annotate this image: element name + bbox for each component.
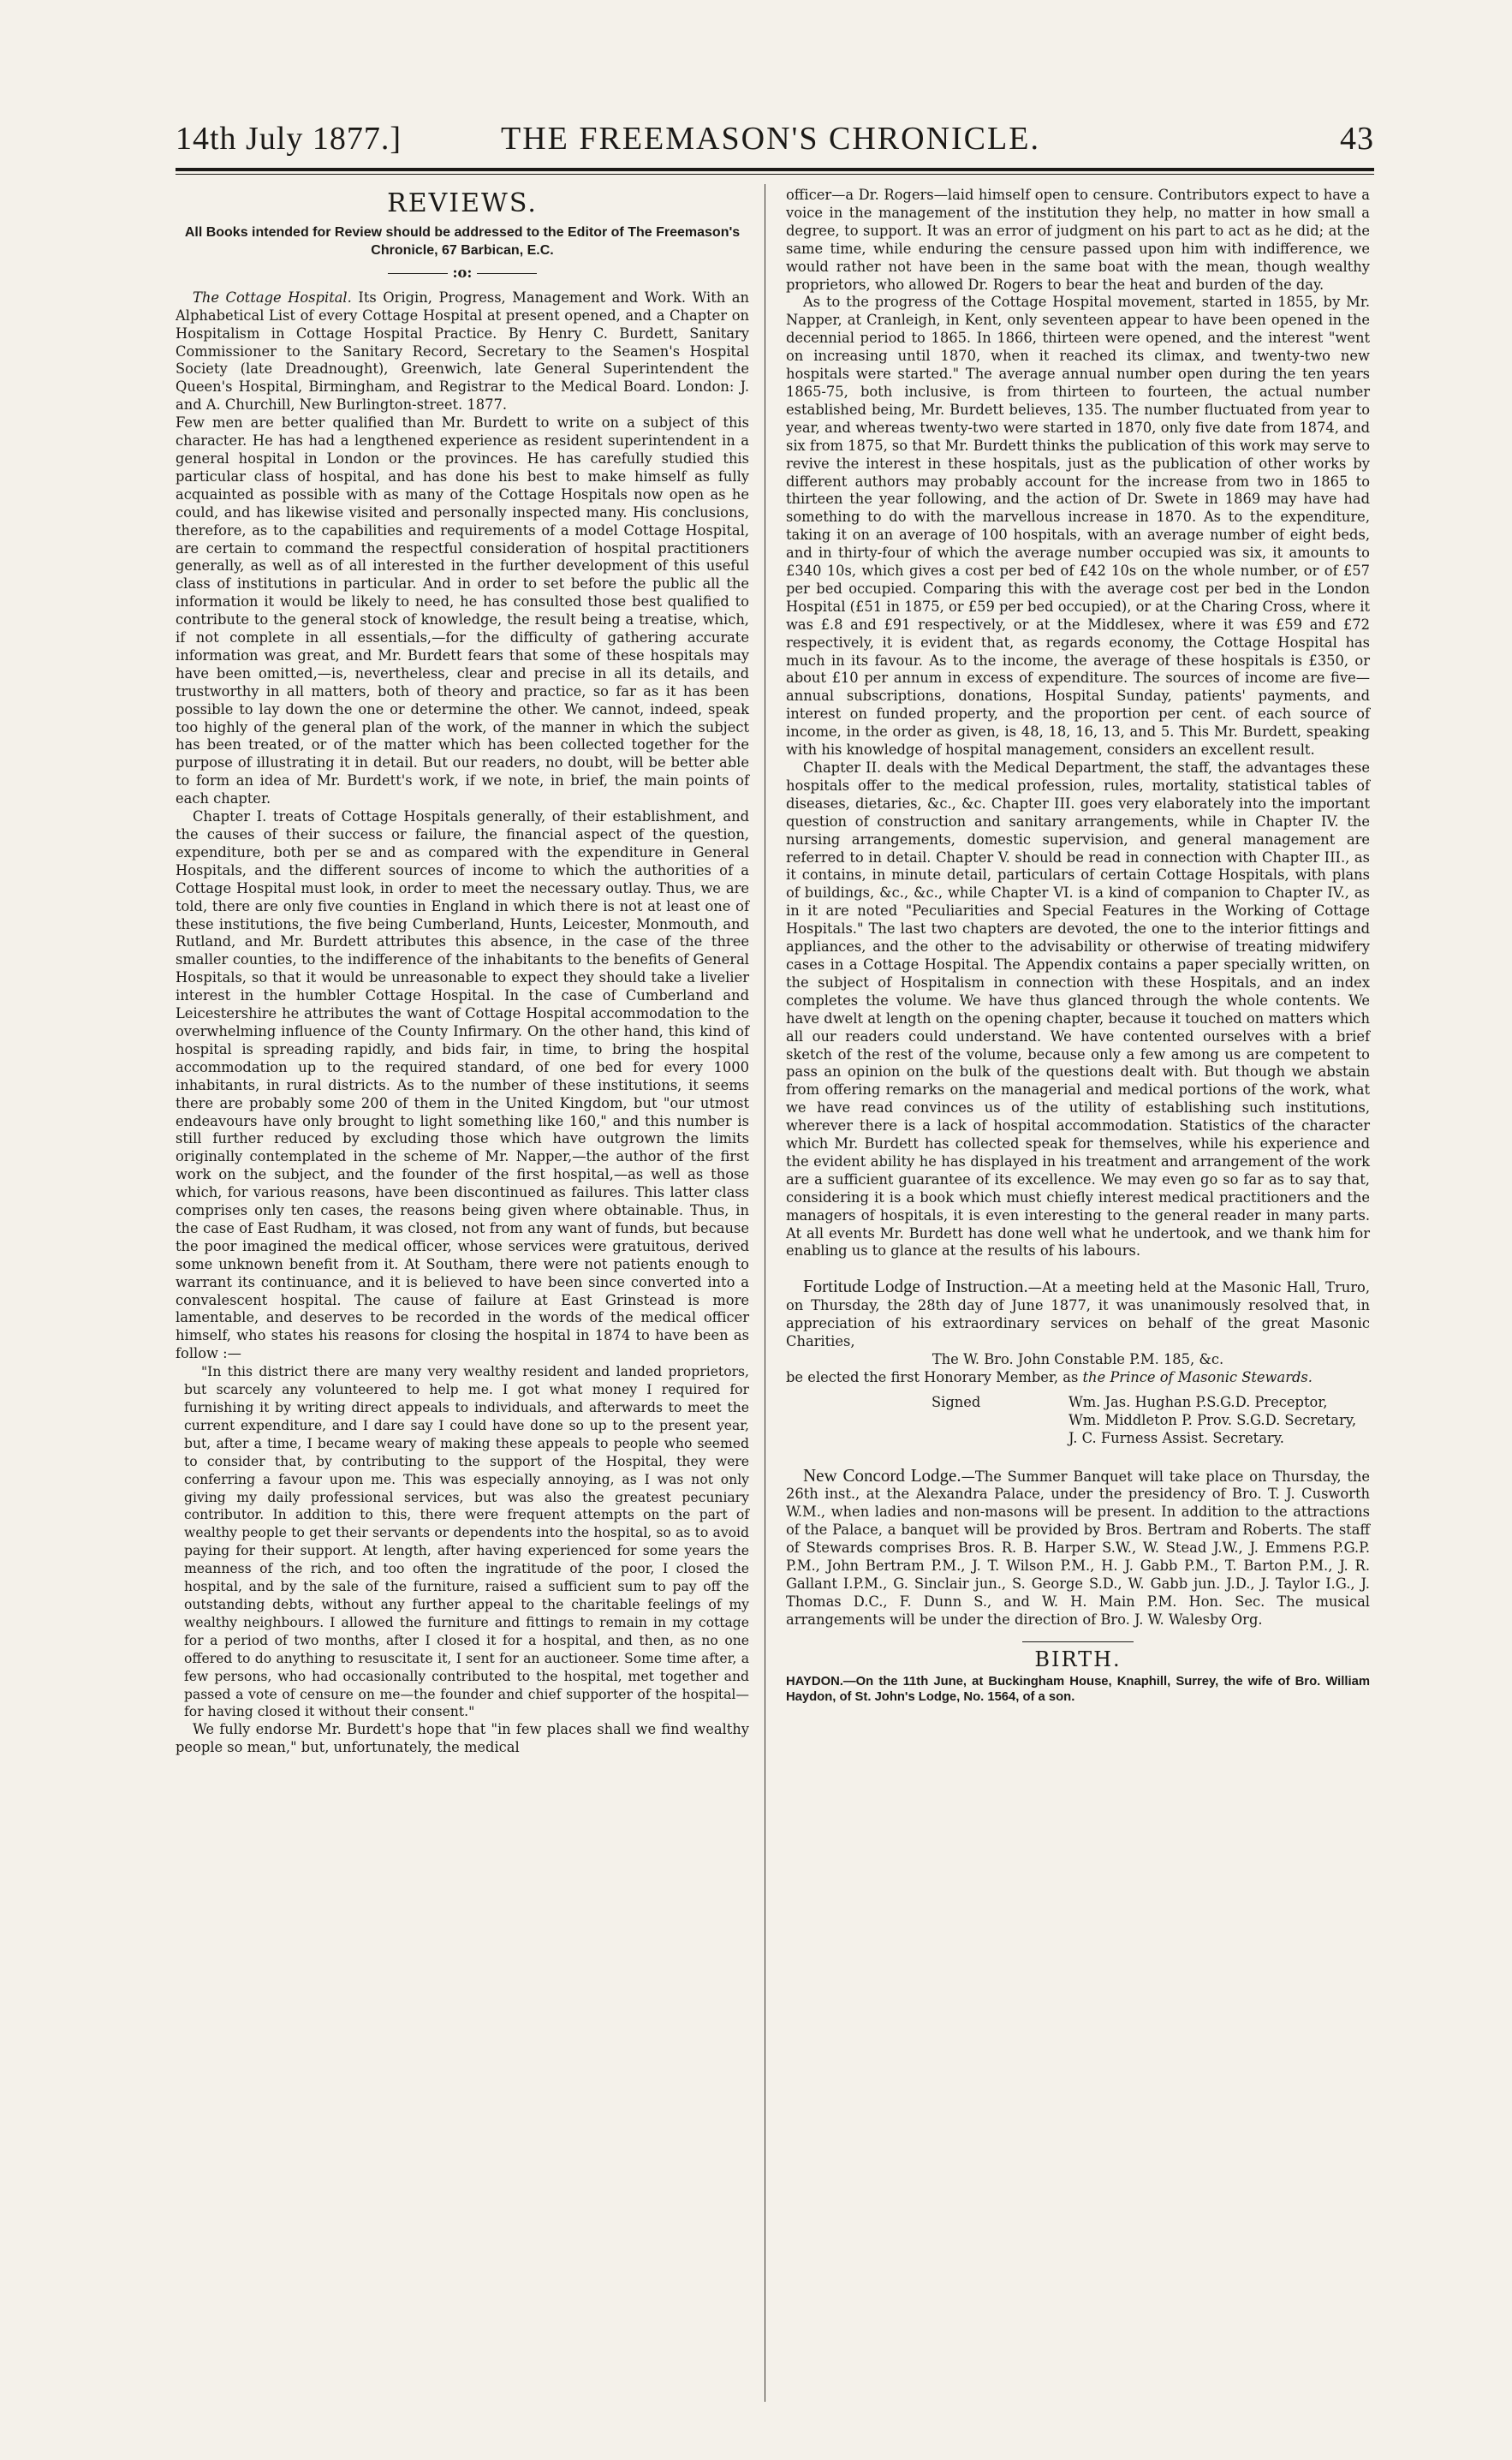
signed-label: Signed	[932, 1393, 981, 1410]
fortitude-elected-text: be elected the first Honorary Member, as	[786, 1368, 1079, 1385]
book-title: The Cottage Hospital.	[193, 289, 352, 306]
header-rule-thin	[176, 174, 1374, 175]
right-column	[786, 187, 1370, 1705]
review-continued-1: officer—a Dr. Rogers—laid himself open to censure. Contributors expect to have a voice in the management of the institution they help, no matter in how small a degree, to support. It was an error of judgment on his part to act as he did; at the same time, while enduring the censure passed upon him with indifference, we would rather not have been in the same boat with the mean, though wealthy proprietors, who allowed Dr. Rogers to bear the heat and burden of the day.	[786, 187, 1370, 293]
header-rule-thick	[176, 168, 1374, 171]
spacer	[786, 1448, 1370, 1467]
fortitude-text: —At a meeting held at the Masonic Hall, Truro, on Thursday, the 28th day of June 1877, it was unanimously resolved that, in appreciation of his extraordinary services on behalf of the great Masonic Charities,	[786, 1279, 1371, 1350]
issue-date: 14th July 1877.]	[176, 121, 402, 157]
signature-line-1	[786, 1394, 1370, 1412]
review-notice: All Books intended for Review should be addressed to the Editor of The Freemason's Chronicle, 67 Barbican, E.C.	[184, 224, 741, 258]
signature-2: Wm. Middleton P. Prov. S.G.D. Secretary,	[1069, 1411, 1356, 1428]
signature-1: Wm. Jas. Hughan P.S.G.D. Preceptor,	[1069, 1393, 1328, 1410]
quotation-text: "In this district there are many very wealthy resident and landed proprietors, but scarcely any volunteered to help me. I got what money I required for furnishing it by writing direct appeals to individuals, and afterwards to meet the current expenditure, and I dare say I could have done so up to the present year, but, after a time, I became weary of making these appeals to people who seemed to consider that, by contributing to the support of the Hospital, they were conferring a favour upon me. This was especially annoying, as I was not only giving my daily professional services, but was also the greatest pecuniary contributor. In addition to this, there were frequent attempts on the part of wealthy people to get their servants or dependents into the hospital, so as to avoid paying for their support. At length, after having experienced for some years the meanness of the rich, and too often the ingratitude of the poor, I closed the hospital, and by the sale of the furniture, raised a sufficient sum to pay off the outstanding debts, without any further appeal to the charitable feelings of my wealthy neighbours. I allowed the furniture and fittings to remain in my cottage for a period of two months, after I closed it for a hospital, and then, as no one offered to do anything to resuscitate it, I sent for an auctioneer. Some time after, a few persons, who had occasionally contributed to the hospital, met together and passed a vote of censure on me—the founder and chief supporter of the hospital—for having closed it without their consent."	[184, 1364, 749, 1720]
birth-rule	[1022, 1641, 1134, 1642]
review-continued-2: As to the progress of the Cottage Hospital movement, started in 1855, by Mr. Napper, at Cranleigh, in Kent, only seventeen appear to have been opened in the decennial period to 1865. In 1866, thirteen were opened, and the interest "went on increasing until 1870, when it reached its climax, and twenty-two new hospitals were started." The average annual number open during the ten years 1865-75, both inclusive, is from thirteen to fourteen, the actual number established being, Mr. Burdett believes, 135. The number fluctuated from year to year, and whereas twenty-two were started in 1870, only five date from 1874, and six from 1875, so that Mr. Burdett thinks the publication of this work may serve to revive the interest in these hospitals, just as the publication of other works by different authors may probably account for the increase from two in 1865 to thirteen the year following, and the action of Dr. Swete in 1869 may have had something to do with the marvellous increase in 1870. As to the expenditure, taking it on an average of 100 hospitals, with an average number of eight beds, and in thirty-four of which the average number occupied was six, it amounts to £340 10s, which gives a cost per bed of £42 10s on the whole number, or of £57 per bed occupied. Comparing this with the average cost per bed in the London Hospital (£51 in 1875, or £59 per bed occupied), or at the Charing Cross, where it was £.8 and £91 respectively, or at the Middlesex, where it was £59 and £72 respectively, it is evident that, as regards economy, the Cottage Hospital has much in its favour. As to the income, the average of these hospitals is £350, or about £10 per annum in excess of expenditure. The sources of income are five—annual subscriptions, donations, Hospital Sunday, patients' payments, and interest on funded property, and the proportion per cent. of each source of income, in the order as given, is 48, 18, 16, 13, and 5. This Mr. Burdett, speaking with his knowledge of hospital management, considers an excellent result.	[786, 294, 1370, 759]
signatures	[786, 1394, 1370, 1448]
fortitude-notice	[786, 1278, 1370, 1351]
review-continued-3: Chapter II. deals with the Medical Department, the staff, the advantages these hospitals offer to the medical profession, rules, mortality, statistical tables of diseases, dietaries, &c., &c. Chapter III. goes very elaborately into the important question of construction and sanitary arrangements, while in Chapter IV. the nursing arrangements, domestic supervision, and general management are referred to in detail. Chapter V. should be read in connection with Chapter III., as it contains, in minute detail, particulars of certain Cottage Hospitals, with plans of buildings, &c., &c., while Chapter VI. is a kind of companion to Chapter IV., as in it are noted "Peculiarities and Special Features in the Working of Cottage Hospitals." The last two chapters are devoted, the one to the interior fittings and appliances, and the other to the advisability or otherwise of treating midwifery cases in a Cottage Hospital. The Appendix contains a paper specially written, on the subject of Hospitalism in connection with these Hospitals, and an index completes the volume. We have thus glanced through the whole contents. We have dwelt at length on the opening chapter, because it touched on matters which all our readers could understand. We have contented ourselves with a brief sketch of the rest of the volume, because only a few among us are competent to pass an opinion on the bulk of the questions dealt with. But though we abstain from offering remarks on the managerial and medical portions of the work, what we have read convinces us of the utility of establishing such institutions, wherever there is a lack of hospital accommodation. Statistics of the character which Mr. Burdett has collected speak for themselves, while his experience and the evident ability he has displayed in his treatment and arrangement of the work are a sufficient guarantee of its excellence. We may even go so far as to say that, considering it is a book which must chiefly interest medical practitioners and the managers of hospitals, it is even interesting to the general reader in many parts. At all events Mr. Burdett has done well what he undertook, and we thank him for enabling us to glance at the results of his labours.	[786, 759, 1370, 1260]
signature-3: J. C. Furness Assist. Secretary.	[1069, 1429, 1284, 1446]
concord-text: —The Summer Banquet will take place on Thursday, the 26th inst., at the Alexandra Palace, under the presidency of Bro. T. J. Cusworth W.M., when ladies and non-masons will be present. In addition to the attractions of the Palace, a banquet will be provided by Bros. Bertram and Roberts. The staff of Stewards comprises Bros. R. B. Harper S.W., W. Stead J.W., J. Emmens P.G.P. P.M., John Bertram P.M., J. T. Wilson P.M., H. J. Gabb P.M., T. Barton P.M., J. R. Gallant I.P.M., G. Sinclair jun., S. George S.D., W. Gabb jun. J.D., J. Taylor I.G., J. Thomas D.C., F. Dunn S., and W. H. Main P.M. Hon. Sec. The musical arrangements will be under the direction of Bro. J. W. Walesby Org.	[786, 1468, 1371, 1628]
page-number: 43	[1340, 121, 1374, 157]
separator-text: :o:	[452, 264, 473, 281]
separator	[176, 265, 749, 283]
quotation-block	[176, 1363, 749, 1721]
page-header	[176, 120, 1374, 164]
review-paragraph-3: We fully endorse Mr. Burdett's hope that "in few places shall we find wealthy people so mean," but, unfortunately, the medical	[176, 1721, 749, 1756]
concord-title: New Concord Lodge.	[803, 1464, 961, 1486]
fortitude-elected	[786, 1369, 1370, 1387]
concord-notice	[786, 1464, 1371, 1629]
book-entry	[176, 289, 749, 414]
fortitude-role: the Prince of Masonic Stewards.	[1082, 1368, 1313, 1385]
book-description: Its Origin, Progress, Management and Work. With an Alphabetical List of every Cottage Hospital at present opened, and a Chapter on Hospitalism in Cottage Hospital Practice. By Henry C. Burdett, Sanitary Commissioner to the Sanitary Record, Secretary to the Seamen's Hospital Society (late Dreadnought), Greenwich, late General Superintendent the Queen's Hospital, Birmingham, and Registrar to the Medical Board. London: J. and A. Churchill, New Burlington-street. 1877.	[176, 289, 749, 414]
review-paragraph-2: Chapter I. treats of Cottage Hospitals generally, of their establishment, and the causes of their success or failure, the financial aspect of the question, expenditure, both per se and as compared with the expenditure in General Hospitals, and the different sources of income to which the authorities of a Cottage Hospital must look, in order to meet the necessary outlay. Thus, we are told, there are only five counties in England in which there is not at least one of these institutions, the five being Cumberland, Hunts, Leicester, Monmouth, and Rutland, and Mr. Burdett attributes this absence, in the case of the three smaller counties, to the indifference of the inhabitants to the benefits of General Hospitals, so that it would be unreasonable to expect they should take a livelier interest in the humbler Cottage Hospital. In the case of Cumberland and Leicestershire he attributes the want of Cottage Hospital accommodation to the overwhelming influence of the County Infirmary. On the other hand, this kind of hospital is spreading rapidly, and bids fair, in time, to bring the hospital accommodation up to the required standard, of one bed for every 1000 inhabitants, in rural districts. As to the number of these institutions, it seems there are probably some 200 of them in the United Kingdom, but "our utmost endeavours have only brought to light something like 160," and this number is still further reduced by excluding those which have outgrown the limits originally contemplated in the scheme of Mr. Napper,—the author of the first work on the subject, and the founder of the first hospital,—as well as those which, for various reasons, have been discontinued as failures. This latter class comprises only ten cases, the reasons being given where obtainable. Thus, in the case of East Rudham, it was closed, not from any want of funds, but because the poor imagined the medical officer, whose services were gratuitous, derived some unknown benefit from it. At Southam, there were not patients enough to warrant its continuance, and it is believed to have been since converted into a convalescent hospital. The cause of failure at East Grinstead is more lamentable, and deserves to be recorded in the words of the medical officer himself, who states his reasons for closing the hospital in 1874 to have been as follow :—	[176, 808, 749, 1362]
fortitude-title: Fortitude Lodge of Instruction.	[803, 1276, 1028, 1297]
spacer	[786, 1260, 1370, 1278]
fortitude-honoree: The W. Bro. John Constable P.M. 185, &c.	[932, 1351, 1224, 1367]
section-heading-reviews: REVIEWS.	[387, 188, 538, 218]
birth-announcement: HAYDON.—On the 11th June, at Buckingham House, Knaphill, Surrey, the wife of Bro. William Haydon, of St. John's Lodge, No. 1564, of a son.	[786, 1674, 1370, 1704]
birth-heading: BIRTH.	[1034, 1647, 1122, 1671]
review-paragraph-1: Few men are better qualified than Mr. Burdett to write on a subject of this character. He has had a lengthened experience as resident superintendent in a general hospital in London or the provinces. He has carefully studied this particular class of hospital, and has done his best to make himself as fully acquainted as possible with as many of the Cottage Hospitals now open as he could, and has likewise visited and personally inspected many. His conclusions, therefore, as to the capabilities and requirements of a model Cottage Hospital, are certain to command the respectful consideration of hospital practitioners generally, as well as of all interested in the further development of this useful class of institutions in particular. And in order to set before the public all the information it would be likely to need, he has consulted those best qualified to contribute to the general stock of knowledge, the result being a treatise, which, if not complete in all essentials,—for the difficulty of gathering accurate information was great, and Mr. Burdett fears that some of these hospitals may have been omitted,—is, nevertheless, clear and precise in all its details, and trustworthy in all matters, both of theory and practice, so far as it has been possible to lay down the one or determine the other. We cannot, indeed, speak too highly of the general plan of the work, of the manner in which the subject has been treated, or of the matter which has been collected together for the purpose of illustrating it in detail. But our readers, no doubt, will be better able to form an idea of Mr. Burdett's work, if we note, in brief, the main points of each chapter.	[176, 414, 749, 807]
left-column	[176, 187, 749, 1757]
publication-title: THE FREEMASON'S CHRONICLE.	[501, 121, 1040, 157]
